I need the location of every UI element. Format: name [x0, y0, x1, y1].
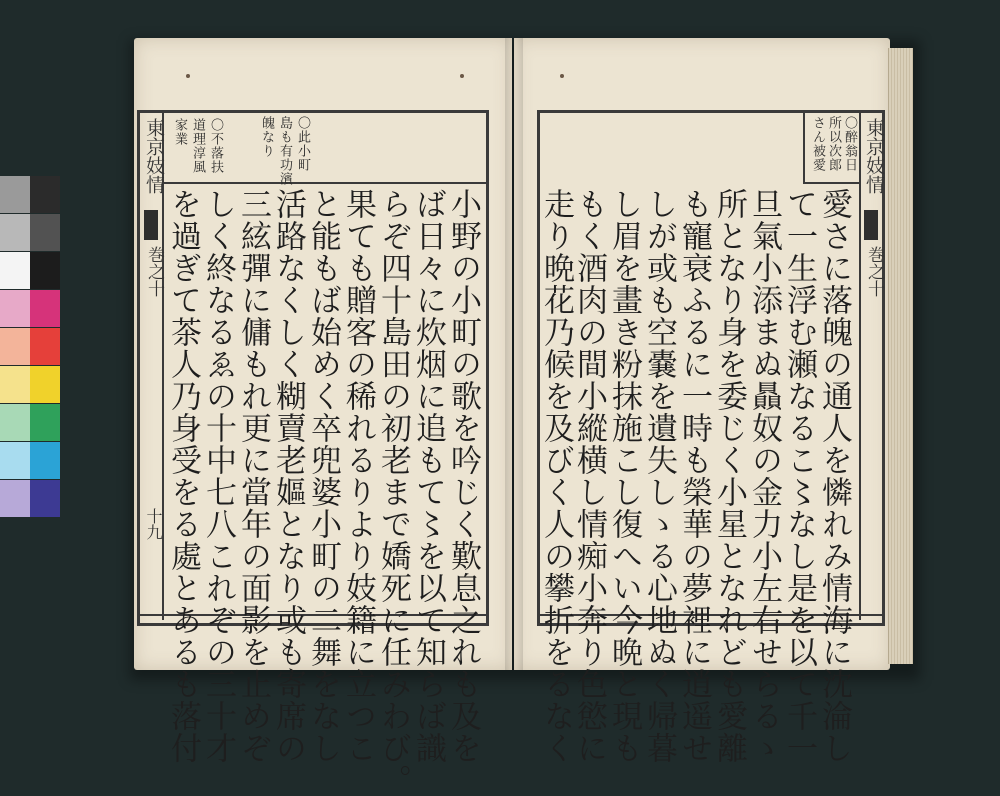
color-swatch: [0, 214, 30, 251]
binding-hole: [186, 74, 190, 78]
head-note-rule: [162, 182, 488, 184]
color-swatch: [0, 404, 30, 441]
head-note: 道理淳風: [190, 118, 205, 174]
color-swatch: [0, 480, 30, 517]
spine-title: 東京妓情: [143, 118, 165, 194]
color-swatch: [30, 290, 60, 327]
head-note-rule: [803, 110, 805, 184]
text-line: し眉を畫き粉抹施こし復へい今晩と現も: [606, 188, 642, 764]
text-line: 愛さに落魄の通人を憐れみ情海に沈淪し: [816, 188, 852, 764]
text-line: て一生浮む瀬なるこ〻なし是を以て千一: [781, 188, 817, 764]
head-note: 〇此小町: [295, 116, 310, 172]
text-line: 三絃彈に傭もれ更に當年の面影を止めぞ: [235, 188, 271, 764]
spine-volume: 巻之十: [864, 246, 884, 297]
text-line: 旦氣小添まぬ贔奴の金力小左右せらるゝ: [746, 188, 782, 764]
text-line: を過ぎて茶人乃身受をる處とあるも落付: [165, 188, 201, 764]
spine-title: 東京妓情: [863, 118, 885, 194]
text-line: らぞ四十島田の初老まで嬌死に任みわび。: [375, 188, 411, 796]
text-line: 小野の小町の歌を吟じく歎息之れも及を: [445, 188, 481, 764]
spine-volume: 巻之十: [144, 246, 164, 297]
text-line: と能もば始めく卒兜婆小町の二舞をなし: [305, 188, 341, 764]
color-swatch: [30, 214, 60, 251]
head-note: 家業: [172, 118, 187, 146]
color-swatch: [30, 328, 60, 365]
head-note: 所以次郎: [826, 116, 841, 172]
binding-hole: [460, 74, 464, 78]
text-line: 果ても贈客の稀れるりより妓籍に立つこ: [340, 188, 376, 764]
spine-fishtail-mark: [864, 210, 878, 240]
color-swatch: [0, 252, 30, 289]
text-line: しが或も空嚢を遺失しゝる心地ぬく帰暮: [641, 188, 677, 764]
color-swatch: [30, 176, 60, 213]
page-edges: [888, 48, 913, 664]
color-swatch: [30, 480, 60, 517]
color-swatch: [0, 328, 30, 365]
color-swatch: [0, 442, 30, 479]
head-note: さん被愛: [810, 116, 825, 172]
color-swatch: [30, 404, 60, 441]
folio-number: 十九: [144, 508, 163, 540]
binding-hole: [560, 74, 564, 78]
book-gutter: [505, 38, 523, 670]
text-line: 走り晩花乃候を及びく人の攀折をるなく: [538, 188, 574, 764]
color-swatch: [30, 252, 60, 289]
head-note-rule: [803, 182, 859, 184]
text-line: 所となり身を委じく小星となれども愛離: [711, 188, 747, 764]
text-line: もく酒肉の間小縱横し情痴小奔り色慾に: [571, 188, 607, 764]
color-swatch: [0, 366, 30, 403]
color-swatch: [30, 442, 60, 479]
color-swatch: [30, 366, 60, 403]
spine-fishtail-mark: [144, 210, 158, 240]
text-line: ば日々に炊烟に追もて〻を以て知らば識: [410, 188, 446, 764]
head-note: 島も有功濱: [277, 116, 292, 186]
text-line: も寵衰ふるに一時も榮華の夢裡に逍遥せ: [676, 188, 712, 764]
color-swatch: [0, 176, 30, 213]
head-note: 〇醉翁日: [842, 116, 857, 172]
head-note: 〇不落扶: [208, 118, 223, 174]
color-swatch: [0, 290, 30, 327]
text-line: 活路なくしく糊賣老嫗となり或も寄席の: [270, 188, 306, 764]
head-note: 魄なり: [259, 116, 274, 158]
text-line: しく終なるゑの十中七八これぞの三十才: [200, 188, 236, 764]
